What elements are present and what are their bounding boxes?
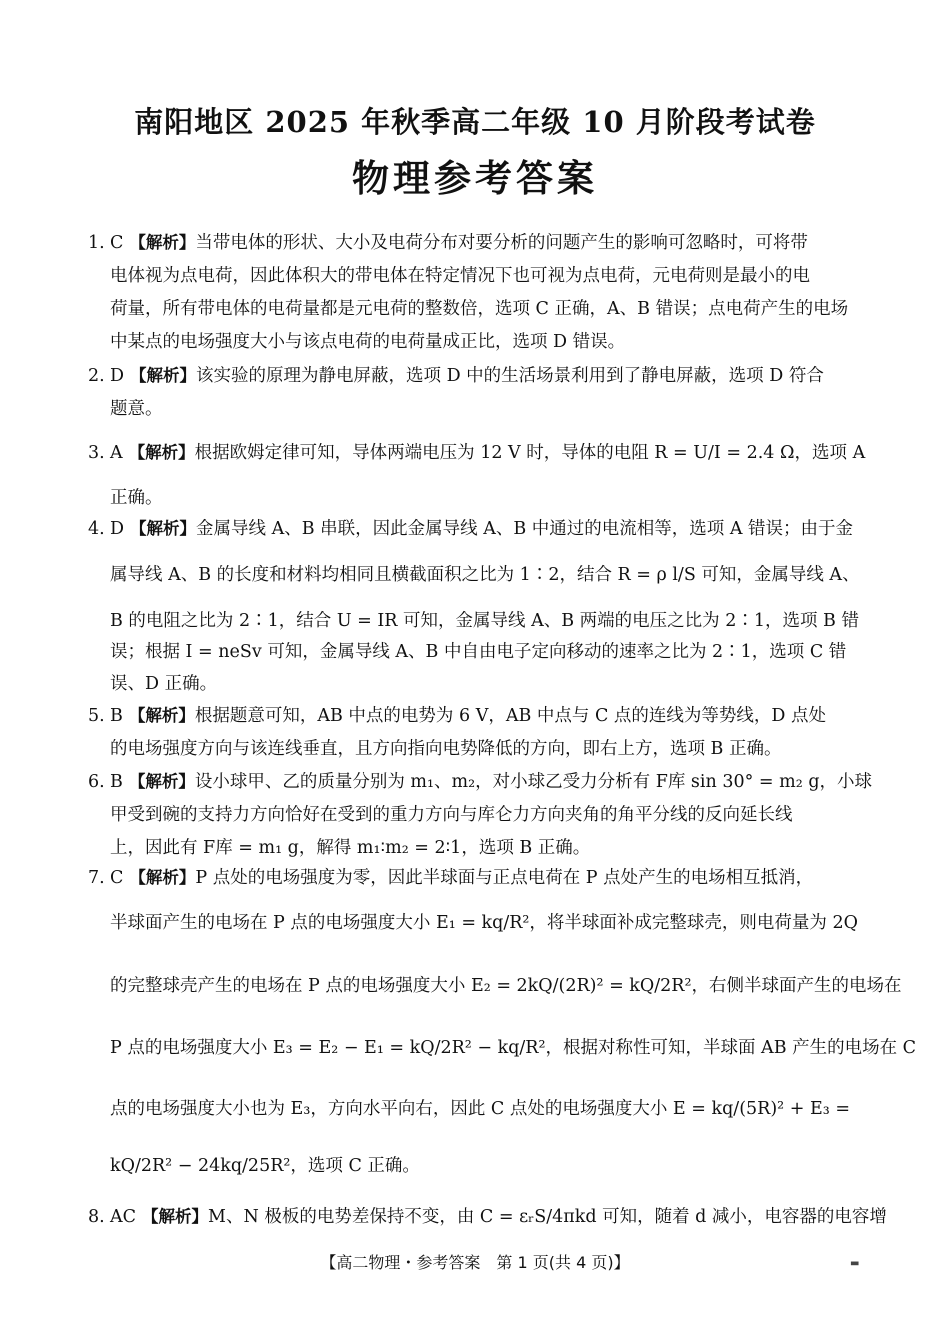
analysis-text: P 点的电场强度大小 E₃ = E₂ − E₁ = kQ/2R² − kq/R²，根据对称性可知，半球面 AB 产生的电场在 C: [110, 1038, 917, 1058]
analysis-text: 误；根据 I = neSv 可知，金属导线 A、B 中自由电子定向移动的速率之比为 2∶1，选项 C 错: [110, 642, 847, 662]
analysis-tag: 【解析】: [128, 772, 195, 791]
analysis-text: B 的电阻之比为 2∶1，结合 U = IR 可知，金属导线 A、B 两端的电压之比为 2∶1，选项 B 错: [110, 611, 859, 631]
analysis-text: 中某点的电场强度大小与该点电荷的电荷量成正比，选项 D 错误。: [110, 332, 626, 352]
analysis-text: 该实验的原理为静电屏蔽，选项 D 中的生活场景利用到了静电屏蔽，选项 D 符合: [196, 366, 824, 386]
analysis-text: 误、D 正确。: [110, 674, 218, 694]
analysis-text: 甲受到碗的支持力方向恰好在受到的重力方向与库仑力方向夹角的角平分线的反向延长线: [110, 805, 793, 825]
answer-choice: AC: [110, 1207, 137, 1227]
answer-choice: D: [110, 519, 125, 539]
analysis-text: 的电场强度方向与该连线垂直，且方向指向电势降低的方向，即右上方，选项 B 正确。: [110, 739, 782, 759]
answer-choice: B: [110, 772, 123, 792]
question-number: 5.: [88, 706, 105, 726]
page-footer: 【高二物理・参考答案 第 1 页(共 4 页)】: [320, 1253, 630, 1272]
analysis-text: 属导线 A、B 的长度和材料均相同且横截面积之比为 1∶2，结合 R = ρ l/S 可知，金属导线 A、: [110, 565, 860, 585]
analysis-tag: 【解析】: [129, 868, 196, 887]
analysis-tag: 【解析】: [128, 706, 195, 725]
analysis-tag: 【解析】: [142, 1207, 209, 1226]
analysis-text: 金属导线 A、B 串联，因此金属导线 A、B 中通过的电流相等，选项 A 错误；由于金: [196, 519, 854, 539]
question-number: 1.: [88, 233, 105, 253]
analysis-text: 上，因此有 F库 = m₁ g，解得 m₁∶m₂ = 2∶1，选项 B 正确。: [110, 838, 591, 858]
question-number: 8.: [88, 1207, 105, 1227]
analysis-text: 荷量，所有带电体的电荷量都是元电荷的整数倍，选项 C 正确，A、B 错误；点电荷产生的电场: [110, 299, 849, 319]
analysis-text: 设小球甲、乙的质量分别为 m₁、m₂，对小球乙受力分析有 F库 sin 30° = m₂ g，小球: [194, 772, 873, 792]
analysis-text: 根据欧姆定律可知，导体两端电压为 12 V 时，导体的电阻 R = U/I = 2.4 Ω，选项 A: [194, 443, 866, 463]
analysis-text: kQ/2R² − 24kq/25R²，选项 C 正确。: [110, 1156, 420, 1176]
answer-choice: B: [110, 706, 123, 726]
answer-key-subtitle: 物理参考答案: [352, 156, 598, 200]
analysis-text: 当带电体的形状、大小及电荷分布对要分析的问题产生的影响可忽略时，可将带: [195, 233, 808, 253]
analysis-text: P 点处的电场强度为零，因此半球面与正点电荷在 P 点处产生的电场相互抵消，: [195, 868, 814, 888]
exam-title: 南阳地区 2025 年秋季高二年级 10 月阶段考试卷: [134, 105, 816, 139]
question-number: 4.: [88, 519, 105, 539]
analysis-text: 半球面产生的电场在 P 点的电场强度大小 E₁ = kq/R²，将半球面补成完整球壳，则电荷量为 2Q: [110, 913, 858, 933]
question-number: 7.: [88, 868, 105, 888]
analysis-text: 点的电场强度大小也为 E₃，方向水平向右，因此 C 点处的电场强度大小 E = kq/(5R)² + E₃ =: [110, 1099, 850, 1119]
question-number: 3.: [88, 443, 105, 463]
answer-choice: A: [110, 443, 123, 463]
analysis-text: 根据题意可知，AB 中点的电势为 6 V，AB 中点与 C 点的连线为等势线，D 点处: [194, 706, 827, 726]
answer-choice: D: [110, 366, 125, 386]
question-number: 6.: [88, 772, 105, 792]
analysis-text: 电体视为点电荷，因此体积大的带电体在特定情况下也可视为点电荷，元电荷则是最小的电: [110, 266, 810, 286]
analysis-text: 正确。: [110, 488, 163, 508]
corner-mark: ▬: [850, 1258, 860, 1269]
analysis-tag: 【解析】: [130, 519, 197, 538]
question-number: 2.: [88, 366, 105, 386]
analysis-tag: 【解析】: [129, 233, 196, 252]
analysis-text: M、N 极板的电势差保持不变，由 C = εᵣS/4πkd 可知，随着 d 减小，电容器的电容增: [208, 1207, 887, 1227]
answer-choice: C: [110, 233, 124, 253]
analysis-tag: 【解析】: [128, 443, 195, 462]
analysis-text: 的完整球壳产生的电场在 P 点的电场强度大小 E₂ = 2kQ/(2R)² = kQ/2R²，右侧半球面产生的电场在: [110, 976, 902, 996]
analysis-text: 题意。: [110, 399, 163, 419]
answer-choice: C: [110, 868, 124, 888]
analysis-tag: 【解析】: [130, 366, 197, 385]
